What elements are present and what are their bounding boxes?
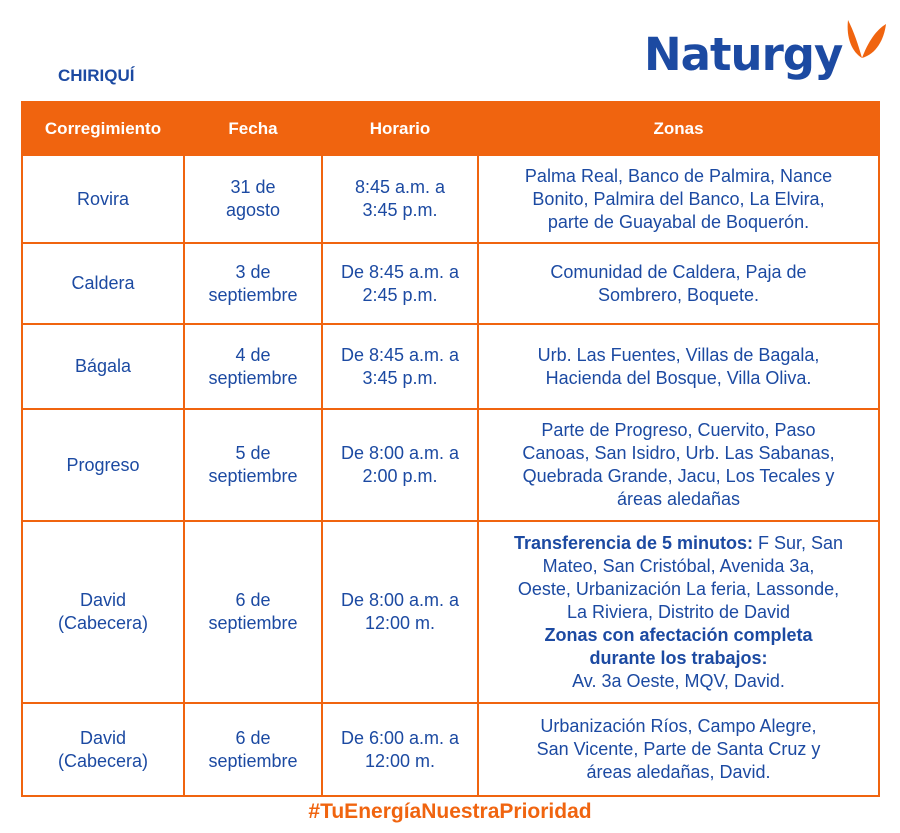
table-row [22, 155, 879, 243]
butterfly-icon [844, 18, 888, 70]
cell-horario: 8:45 a.m. a 3:45 p.m. [322, 155, 478, 243]
complete-label: Zonas con afectación completa [544, 624, 813, 645]
cell-fecha: 31 de agosto [184, 155, 322, 243]
cell-corregimiento: Progreso [22, 409, 184, 521]
header-horario: Horario [322, 102, 478, 155]
cell-zonas: Urbanización Ríos, Campo Alegre, San Vicente, Parte de Santa Cruz y áreas aledañas, David. [478, 703, 879, 796]
table-row [22, 243, 879, 324]
cell-fecha: 6 de septiembre [184, 703, 322, 796]
cell-horario: De 8:00 a.m. a 2:00 p.m. [322, 409, 478, 521]
cell-zonas: Urb. Las Fuentes, Villas de Bagala, Hacienda del Bosque, Villa Oliva. [478, 324, 879, 409]
cell-corregimiento: Bágala [22, 324, 184, 409]
header-corregimiento: Corregimiento [22, 102, 184, 155]
header-fecha: Fecha [184, 102, 322, 155]
cell-zonas: Palma Real, Banco de Palmira, Nance Bonito, Palmira del Banco, La Elvira, parte de Guayabal de Boquerón. [478, 155, 879, 243]
table-header-row [22, 102, 879, 155]
hashtag-footer: #TuEnergíaNuestraPrioridad [308, 800, 592, 823]
table-row [22, 409, 879, 521]
region-title: CHIRIQUÍ [58, 66, 135, 85]
cell-zonas: Transferencia de 5 minutos: F Sur, San Mateo, San Cristóbal, Avenida 3a, Oeste, Urbanización La feria, Lassonde, La Riviera, Distrito de David Zonas con afectación completa durante los trabajos: Av. 3a Oeste, MQV, David. [478, 521, 879, 703]
naturgy-logo [644, 18, 888, 88]
cell-horario: De 8:00 a.m. a 12:00 m. [322, 521, 478, 703]
cell-corregimiento: Rovira [22, 155, 184, 243]
cell-corregimiento: David (Cabecera) [22, 703, 184, 796]
schedule-table [21, 101, 880, 797]
logo-wordmark: Naturgy [644, 28, 843, 81]
cell-zonas: Parte de Progreso, Cuervito, Paso Canoas, San Isidro, Urb. Las Sabanas, Quebrada Grande, Jacu, Los Tecales y áreas aledañas [478, 409, 879, 521]
cell-fecha: 5 de septiembre [184, 409, 322, 521]
cell-horario: De 8:45 a.m. a 3:45 p.m. [322, 324, 478, 409]
header-zonas: Zonas [478, 102, 879, 155]
cell-horario: De 6:00 a.m. a 12:00 m. [322, 703, 478, 796]
table-row [22, 324, 879, 409]
cell-fecha: 6 de septiembre [184, 521, 322, 703]
table-row [22, 703, 879, 796]
transfer-label: Transferencia de 5 minutos: [513, 532, 754, 553]
cell-horario: De 8:45 a.m. a 2:45 p.m. [322, 243, 478, 324]
cell-fecha: 4 de septiembre [184, 324, 322, 409]
cell-zonas: Comunidad de Caldera, Paja de Sombrero, Boquete. [478, 243, 879, 324]
table-row [22, 521, 879, 703]
cell-fecha: 3 de septiembre [184, 243, 322, 324]
cell-corregimiento: David (Cabecera) [22, 521, 184, 703]
cell-corregimiento: Caldera [22, 243, 184, 324]
